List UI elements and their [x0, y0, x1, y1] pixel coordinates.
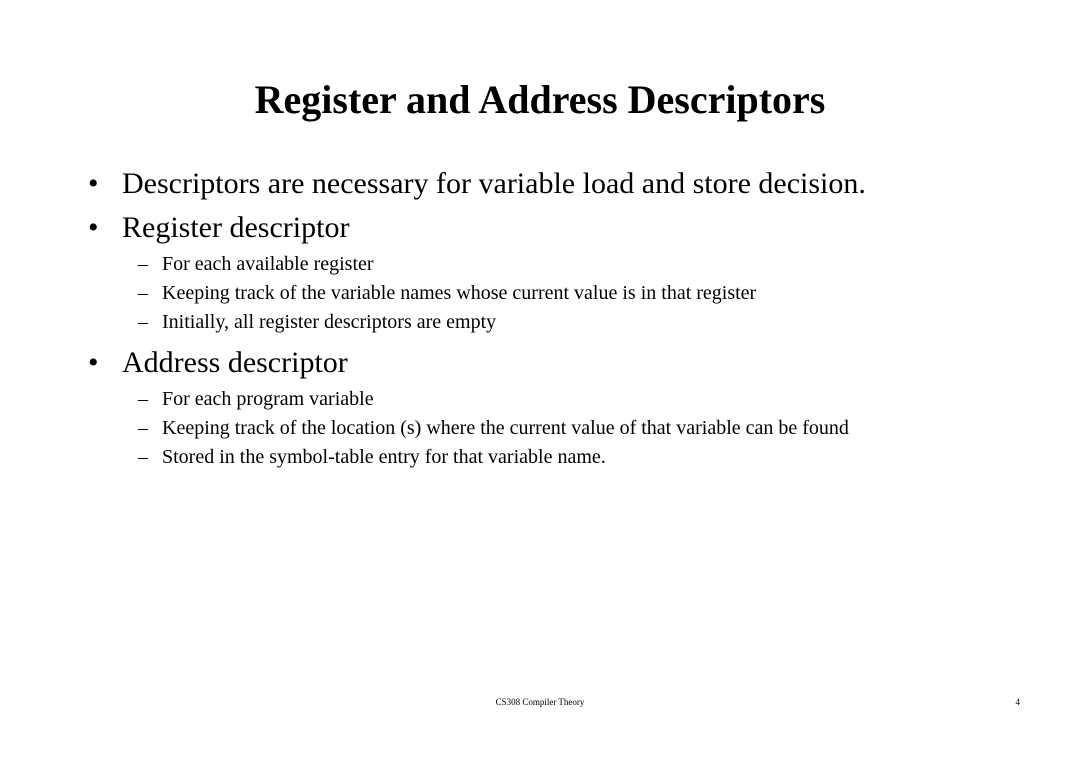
sub-bullet-item — [88, 443, 1048, 472]
sub-bullet-item — [88, 279, 1048, 308]
bullet-item — [88, 341, 1048, 385]
sub-bullet-text: Stored in the symbol-table entry for that variable name. — [162, 446, 606, 468]
sub-bullet-item — [88, 308, 1048, 337]
bullet-dot-icon: • — [88, 346, 99, 379]
sub-bullet-text: Keeping track of the variable names whose current value is in that register — [162, 282, 757, 304]
bullet-dot-icon: • — [88, 167, 99, 200]
sub-bullet-list — [88, 385, 1048, 472]
dash-icon: – — [138, 311, 148, 333]
sub-bullet-item — [88, 250, 1048, 279]
sub-bullet-item — [88, 414, 1048, 443]
dash-icon: – — [138, 253, 148, 275]
bullet-text: Address descriptor — [122, 346, 348, 379]
dash-icon: – — [138, 282, 148, 304]
page-number: 4 — [1015, 697, 1020, 707]
bullet-item — [88, 206, 1048, 250]
bullet-item — [88, 162, 1048, 206]
slide-title: Register and Address Descriptors — [254, 77, 826, 122]
slide-footer: CS308 Compiler Theory — [495, 697, 585, 707]
sub-bullet-list — [88, 250, 1048, 337]
sub-bullet-text: For each available register — [162, 253, 374, 275]
bullet-list — [88, 162, 1048, 476]
sub-bullet-text: Initially, all register descriptors are empty — [162, 311, 497, 333]
sub-bullet-item — [88, 385, 1048, 414]
sub-bullet-text: For each program variable — [162, 388, 374, 410]
dash-icon: – — [138, 446, 148, 468]
bullet-dot-icon: • — [88, 211, 99, 244]
dash-icon: – — [138, 417, 148, 439]
bullet-text: Descriptors are necessary for variable load and store decision. — [122, 167, 866, 200]
dash-icon: – — [138, 388, 148, 410]
bullet-text: Register descriptor — [122, 211, 350, 244]
sub-bullet-text: Keeping track of the location (s) where the current value of that variable can be found — [162, 417, 849, 439]
